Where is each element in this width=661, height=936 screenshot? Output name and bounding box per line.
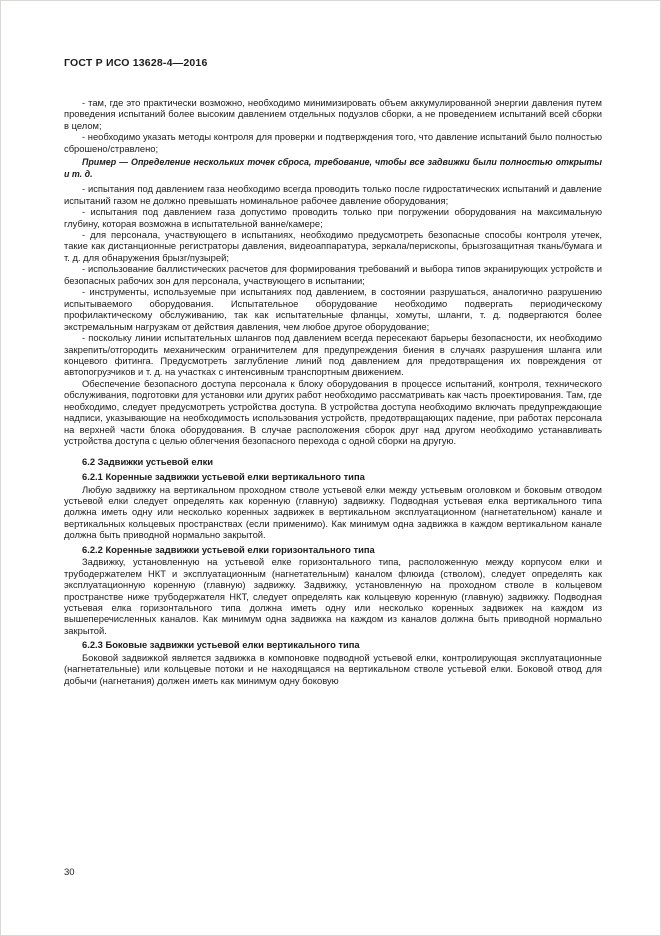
paragraph: Любую задвижку на вертикальном проходном стволе устьевой елки между устьевым оголовком и боковым отводом устьевой елки следует определять как коренную (главную) задвижку. Подводная устьевая елка вертикального типа должна иметь одну или несколько коренных задвижек в вертикальном эксплуатационном (нагнетательном) канале и вертикальных кольцевых пространствах (если применимо). Как минимум одна задвижка в каждом вертикальном канале должна быть приводной нормально закрытой.	[64, 483, 602, 541]
list-item: - испытания под давлением газа допустимо проводить только при погружении оборудования на максимальную глубину, которая возможна в испытательной ванне/камере;	[64, 206, 602, 229]
page-number: 30	[64, 867, 75, 878]
list-item: - необходимо указать методы контроля для проверки и подтверждения того, что давление испытаний было полностью сброшено/стравлено;	[64, 131, 602, 154]
list-item: - использование баллистических расчетов для формирования требований и выбора типов экранирующих устройств и безопасных рабочих зон для персонала, участвующего в испытании;	[64, 263, 602, 286]
subsection-heading: 6.2.2 Коренные задвижки устьевой елки горизонтального типа	[82, 543, 375, 555]
list-item: - испытания под давлением газа необходимо всегда проводить только после гидростатических испытаний и давление испытаний газом не должно превышать номинальное рабочее давление оборудования;	[64, 183, 602, 206]
paragraph: Задвижку, установленную на устьевой елке горизонтального типа, расположенную между корпусом елки и трубодержателем НКТ и эксплуатационным (нагнетательным) каналом флюида (стволом), следует определять как эксплуатационную коренную (главную) задвижку. Задвижку, установленную на проходном стволе в кольцевом пространстве ниже трубодержателя НКТ, следует определять как кольцевую коренную (главную) задвижку. Подводная устьевая елка горизонтального типа должна иметь одну или несколько коренных задвижек на каждом из вышеперечисленных каналов. Как минимум одна задвижка на каждом из каналов должна быть приводной нормально закрытой.	[64, 556, 602, 636]
paragraph: Боковой задвижкой является задвижка в компоновке подводной устьевой елки, контролирующая эксплуатационные (нагнетательные) или кольцевые потоки и не находящаяся на вертикальном стволе устьевой елки. Боковой отвод для добычи (нагнетания) должен иметь как минимум одну боковую	[64, 651, 602, 686]
subsection-heading: 6.2.1 Коренные задвижки устьевой елки вертикального типа	[82, 471, 365, 483]
list-item: - для персонала, участвующего в испытаниях, необходимо предусмотреть безопасные способы контроля утечек, такие как дистанционные регистраторы давления, видеоаппаратура, зеркала/перископы, брызгозащитная ткань/бумага и т. д. для обнаружения брызг/пузырей;	[64, 228, 602, 263]
document-body	[64, 97, 602, 686]
list-item: - поскольку линии испытательных шлангов под давлением всегда пересекают барьеры безопасности, их необходимо закрепить/отгородить механическим ограничителем для предупреждения биения в случаях разрушения шланга или концевого фитинга. Предусмотреть заглубление линий под давлением для предотвращения их повреждения от автопогрузчиков и т. д. на участках с интенсивным транспортным движением.	[64, 332, 602, 378]
list-item: - инструменты, используемые при испытаниях под давлением, в состоянии разрушаться, аналогично разрушению испытываемого оборудования. Испытательное оборудование необходимо подвергать периодическому профилактическому обслуживанию, так как испытательные фланцы, хомуты, шланги, т. д. подвергаются более экстремальным нагрузкам от действия давления, чем любое другое оборудование;	[64, 286, 602, 332]
document-header-title: ГОСТ Р ИСО 13628-4—2016	[64, 57, 208, 69]
paragraph: Обеспечение безопасного доступа персонала к блоку оборудования в процессе испытаний, контроля, технического обслуживания, подготовки для установки или других работ необходимо рассматривать как часть проектирования. Там, где необходимо, следует предусмотреть устройства доступа. В устройства доступа необходимо включать предупреждающие надписи, указывающие на необходимость использования устройств, предотвращающих падение, при работах персонала на верхней части блока оборудования. В случае расположения сборок друг над другом необходимо устанавливать устройства доступа с целью облегчения безопасного перехода с одной сборки на другую.	[64, 377, 602, 447]
example-note: Пример — Определение нескольких точек сброса, требование, чтобы все задвижки были полностью открыты и т. д.	[64, 157, 602, 179]
subsection-heading: 6.2.3 Боковые задвижки устьевой елки вертикального типа	[82, 639, 360, 651]
list-item: - там, где это практически возможно, необходимо минимизировать объем аккумулированной энергии давления путем проведения испытаний более высоким давлением отдельных подузлов сборки, а не проведением испытаний всей сборки в целом;	[64, 97, 602, 131]
section-heading: 6.2 Задвижки устьевой елки	[82, 455, 214, 467]
